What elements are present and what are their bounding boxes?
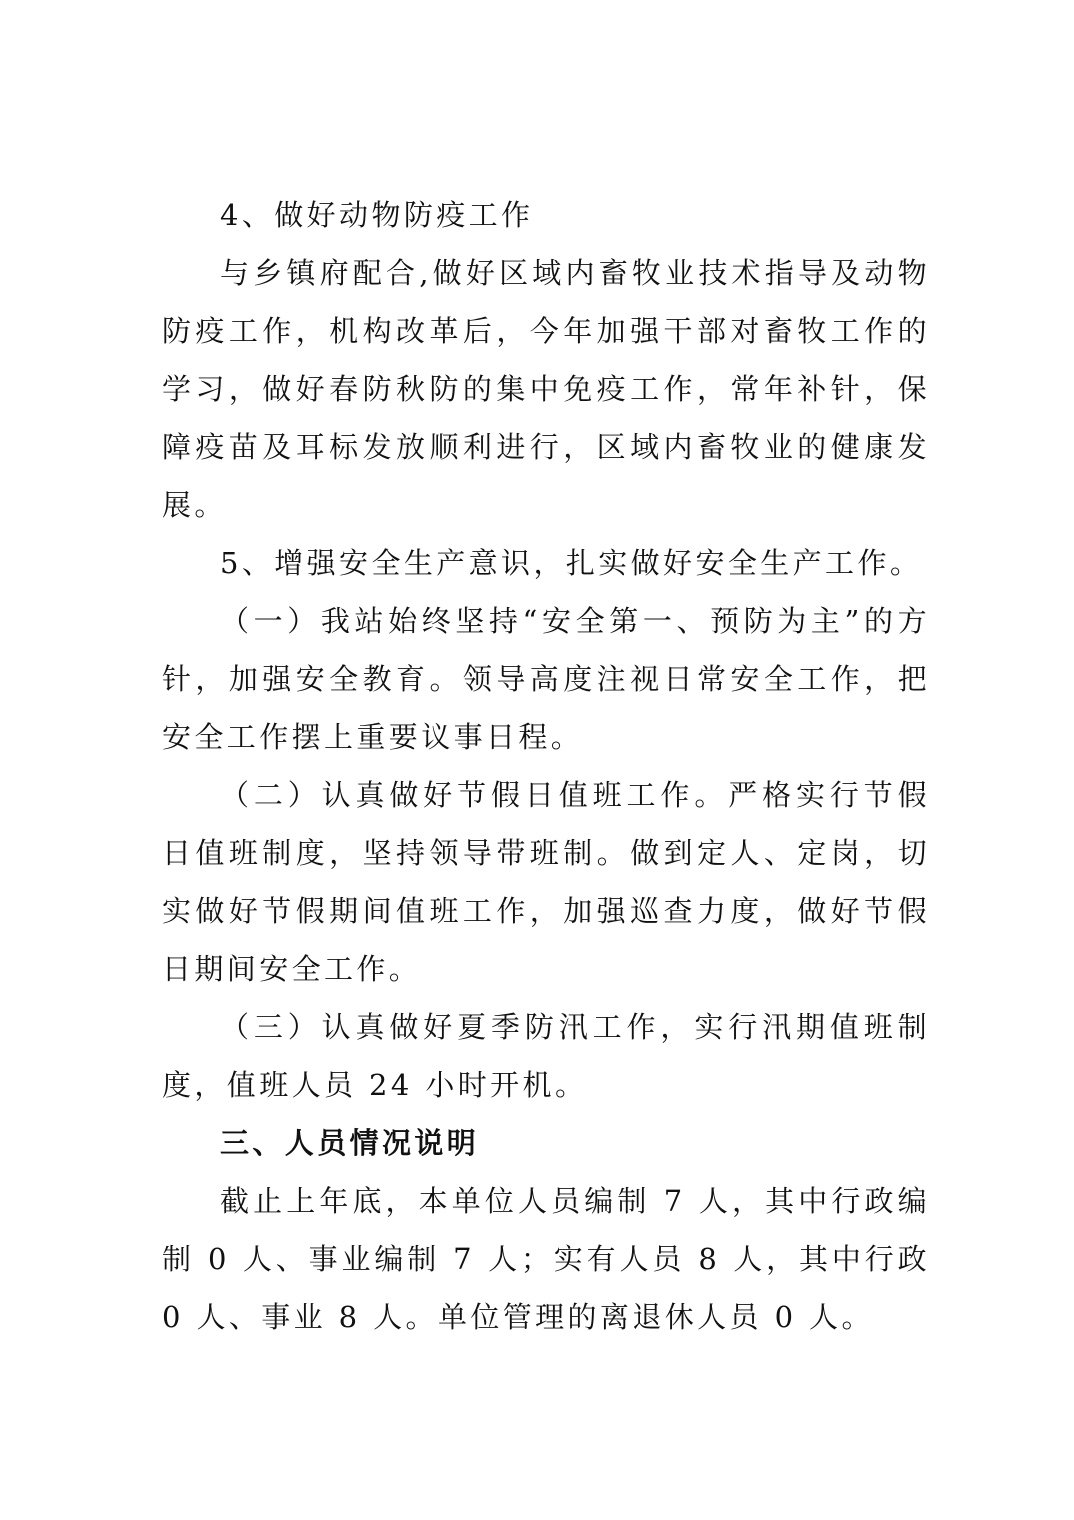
body-paragraph: （三）认真做好夏季防汛工作，实行汛期值班制度，值班人员 24 小时开机。 (162, 1010, 930, 1102)
body-paragraph: （一）我站始终坚持“安全第一、预防为主”的方针，加强安全教育。领导高度注视日常安全工作，把安全工作摆上重要议事日程。 (162, 604, 930, 754)
section-heading: 三、人员情况说明 (220, 1126, 480, 1160)
section-item-title: 4、做好动物防疫工作 (220, 198, 534, 232)
document-body (162, 186, 930, 1346)
body-paragraph: （二）认真做好节假日值班工作。严格实行节假日值班制度，坚持领导带班制。做到定人、定岗，切实做好节假期间值班工作，加强巡查力度，做好节假日期间安全工作。 (162, 778, 930, 986)
body-paragraph: 与乡镇府配合,做好区域内畜牧业技术指导及动物防疫工作，机构改革后，今年加强干部对畜牧工作的学习，做好春防秋防的集中免疫工作，常年补针，保障疫苗及耳标发放顺利进行，区域内畜牧业的健康发展。 (162, 256, 930, 522)
section-item-title: 5、增强安全生产意识，扎实做好安全生产工作。 (220, 546, 923, 580)
body-paragraph: 截止上年底，本单位人员编制 7 人，其中行政编制 0 人、事业编制 7 人；实有人员 8 人，其中行政 0 人、事业 8 人。单位管理的离退休人员 0 人。 (162, 1184, 930, 1334)
